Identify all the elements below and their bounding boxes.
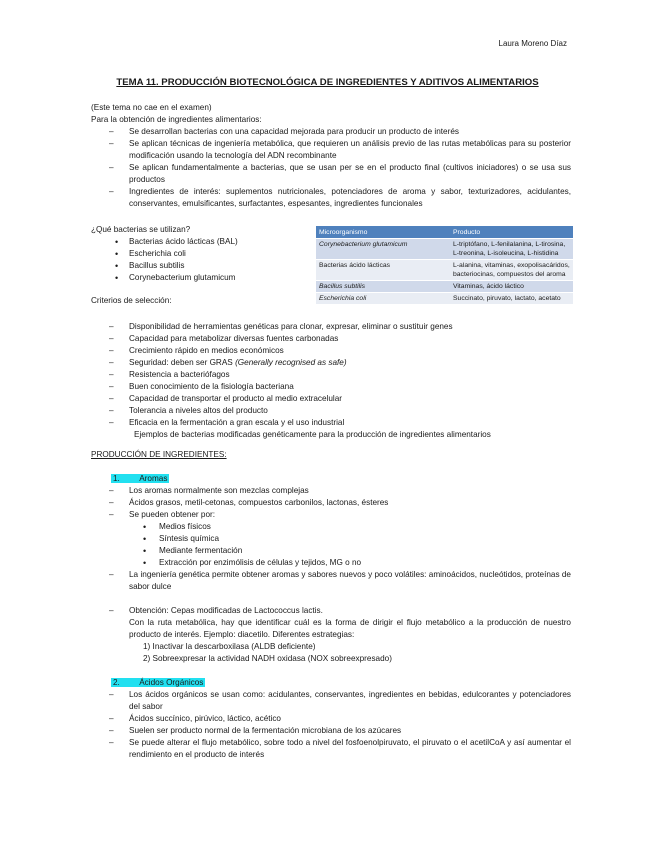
list-item: – Ingredientes de interés: suplementos nutricionales, potenciadores de aroma y sabor, texturizadores, acidulantes, conservantes, emulsificantes, surfactantes, espesantes, ingredientes funcionales <box>91 186 571 210</box>
gras-note: (Generally recognised as safe) <box>235 358 347 367</box>
list-item: – Se pueden obtener por: <box>91 509 571 521</box>
list-item: • Medios físicos <box>91 521 571 533</box>
table-cell: Bacillus subtilis <box>316 281 450 293</box>
list-item: – Se aplican fundamentalmente a bacterias, que se usan per se en el producto final (cultivos iniciadores) o se usa sus productos <box>91 162 571 186</box>
list-item: • Escherichia coli <box>91 248 311 260</box>
bacteria-section <box>91 224 311 284</box>
section-1-heading: 1. Aromas <box>113 474 168 483</box>
list-item: – Obtención: Cepas modificadas de Lactococcus lactis. <box>91 605 571 617</box>
list-item: – Los ácidos orgánicos se usan como: acidulantes, conservantes, ingredientes en bebidas, edulcorantes y potenciadores del sabor <box>91 689 571 713</box>
list-item: • Extracción por enzimólisis de células y tejidos, MG o no <box>91 557 571 569</box>
table-header-row <box>316 226 573 239</box>
table-header: Microorganismo <box>316 226 450 239</box>
production-heading: PRODUCCIÓN DE INGREDIENTES: <box>91 450 227 459</box>
intro-note: (Este tema no cae en el examen) <box>91 103 212 112</box>
list-item: – Se aplican técnicas de ingeniería metabólica, que requieren un análisis previo de las rutas metabólicas para su posterior modificación usando la tecnología del ADN recombinante <box>91 138 571 162</box>
table-header: Producto <box>450 226 573 239</box>
section-2-heading: 2. Ácidos Orgánicos <box>113 678 204 687</box>
list-item: – Disponibilidad de herramientas genéticas para clonar, expresar, eliminar o sustituir genes <box>91 321 571 333</box>
table-cell: L-alanina, vitaminas, exopolisacáridos, bacteriocinas, compuestos del aroma <box>450 260 573 281</box>
list-item: – Se desarrollan bacterias con una capacidad mejorada para producir un producto de interés <box>91 126 571 138</box>
strategy-item: 2) Sobreexpresar la actividad NADH oxidasa (NOX sobreexpresado) <box>143 654 392 663</box>
list-item: • Bacillus subtilis <box>91 260 311 272</box>
criteria-section <box>91 295 571 441</box>
list-item: – Buen conocimiento de la fisiología bacteriana <box>91 381 571 393</box>
table-row <box>316 239 573 260</box>
table-row <box>316 281 573 293</box>
table-cell: Vitaminas, ácido láctico <box>450 281 573 293</box>
list-item: • Corynebacterium glutamicum <box>91 272 311 284</box>
list-item: – Tolerancia a niveles altos del producto <box>91 405 571 417</box>
intro-lead: Para la obtención de ingredientes alimentarios: <box>91 115 262 124</box>
examples-caption: Ejemplos de bacterias modificadas genéticamente para la producción de ingredientes alimentarios <box>134 430 491 439</box>
table-cell: Corynebacterium glutamicum <box>316 239 450 260</box>
criteria-heading: Criterios de selección: <box>91 296 172 305</box>
list-item: – Capacidad para metabolizar diversas fuentes carbonadas <box>91 333 571 345</box>
table-cell: Bacterias ácido lácticas <box>316 260 450 281</box>
paragraph: Con la ruta metabólica, hay que identificar cuál es la forma de dirigir el flujo metabólico a la producción de nuestro producto de interés. Ejemplo: diacetilo. Diferentes estrategias: <box>129 618 571 639</box>
list-item: • Bacterias ácido lácticas (BAL) <box>91 236 311 248</box>
list-item: – La ingeniería genética permite obtener aromas y sabores nuevos y poco volátiles: aminoácidos, nucleótidos, proteínas de sabor dulce <box>91 569 571 593</box>
document-title: TEMA 11. PRODUCCIÓN BIOTECNOLÓGICA DE INGREDIENTES Y ADITIVOS ALIMENTARIOS <box>116 77 539 88</box>
bacteria-question: ¿Qué bacterias se utilizan? <box>91 225 191 234</box>
list-item: • Síntesis química <box>91 533 571 545</box>
list-item: – Crecimiento rápido en medios económicos <box>91 345 571 357</box>
list-item: – Resistencia a bacteriófagos <box>91 369 571 381</box>
table-cell: Succinato, piruvato, lactato, acetato <box>450 293 573 305</box>
table-cell: L-triptófano, L-fenilalanina, L-tirosina, L-treonina, L-isoleucina, L-histidina <box>450 239 573 260</box>
list-item: – Se puede alterar el flujo metabólico, sobre todo a nivel del fosfoenolpiruvato, el piruvato o el acetilCoA y así aumentar el rendimiento en el producto de interés <box>91 737 571 761</box>
author-name: Laura Moreno Díaz <box>498 39 567 48</box>
microorganism-table <box>316 226 573 304</box>
intro-section <box>91 102 571 210</box>
production-section <box>91 449 571 761</box>
list-item: – Seguridad: deben ser GRAS (Generally recognised as safe) <box>91 357 571 369</box>
table-cell: Escherichia coli <box>316 293 450 305</box>
list-item: – Capacidad de transportar el producto al medio extracelular <box>91 393 571 405</box>
list-item: • Mediante fermentación <box>91 545 571 557</box>
strategy-item: 1) Inactivar la descarboxilasa (ALDB deficiente) <box>143 642 316 651</box>
list-item: – Eficacia en la fermentación a gran escala y el uso industrial <box>91 417 571 429</box>
list-item: – Ácidos grasos, metil-cetonas, compuestos carbonilos, lactonas, ésteres <box>91 497 571 509</box>
list-item: – Ácidos succínico, pirúvico, láctico, acético <box>91 713 571 725</box>
list-item: – Suelen ser producto normal de la fermentación microbiana de los azúcares <box>91 725 571 737</box>
table-row <box>316 260 573 281</box>
list-item: – Los aromas normalmente son mezclas complejas <box>91 485 571 497</box>
